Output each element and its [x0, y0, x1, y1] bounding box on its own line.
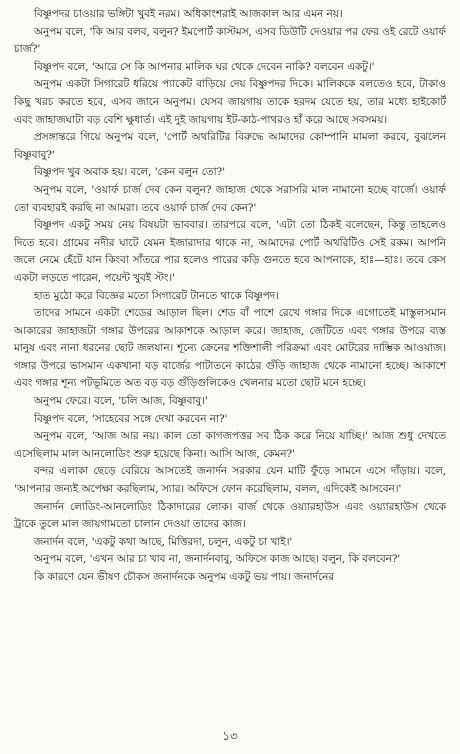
paragraph-6: বিষ্ণুপদ খুব অবাক হয়। বলে, 'কেন বলুন তো?': [34, 166, 226, 179]
paragraph-7: অনুপম বলে, 'ওয়ার্ফ চার্জ দেব কেন বলুন? জাহাজ থেকে সরাসরি মাল নামানো হচ্ছে বার্জে। ওয়ার্ফ তো ব্যবহারই করছি না আমরা। তবে ওয়ার্ফ চার্জ দেব কেন?': [14, 183, 446, 214]
paragraph-16: জনার্দন বলে, 'একটু কথা আছে, মিত্তিরদা, চলুন, একটু চা খাই।': [34, 535, 293, 548]
paragraph-12: বিষ্ণুপদ বলে, 'সাহেবের সঙ্গে দেখা করবেন না?': [34, 412, 228, 425]
paragraph-10: তাদের সামনে একটা শেডের আড়াল ছিল। শেড বাঁ পাশে রেখে গঙ্গার দিকে এগোতেই মাস্তুলসমান আকারের জাহাজটা গঙ্গার উপরের আকাশকে আড়াল করে। জাহাজ, জেটিতে এবং গঙ্গার উপরে ব্যস্ত মানুষ এবং নানা ধরনের ছোট জলযান। শূন্যে ক্রেনের শক্তিশালী পরিক্রমা এবং মোটরের দাম্ভিক আওয়াজ। গঙ্গার উপরে ভাসমান একখানা বড় বার্জের পাটাতনে কাঠের গুঁড়ি জাহাজ থেকে নামানো হচ্ছে। আকাশে এবং গঙ্গার শূন্য পটভূমিতে অত বড় বড় গুঁড়িগুলিকেও খেলনার মতো ছোট মনে হচ্ছে।: [14, 307, 446, 390]
paragraph-8: বিষ্ণুপদ একটু সময় নেয় বিষয়টা ভাববার। তারপরে বলে, 'এটা তো ঠিকই বলেছেন, কিন্তু তাহলেও দিতে হবে। গ্রামের নদীর ঘাটে যেমন ইজারাদার থাকে না, আমাদের পোর্ট অথরিটিও সেই রকম। আপনি জলে নেমে হেঁটে যান কিংবা সাঁতরে পার হলেও পারের কড়ি গুনতে হবে আপনাকে, হাঃ—হাঃ। তবে কেস একটা লড়তে পারেন, পয়েন্ট খুবই স্টং।': [14, 219, 446, 284]
paragraph-17: অনুপম বলে, 'এখন আর চা খাব না, জনার্দনবাবু, অফিসে কাজ আছে। বলুন, কি বলবেন?': [34, 553, 401, 566]
page-number: ১৩: [222, 729, 238, 743]
paragraph-14: বন্দর এলাকা ছেড়ে বেরিয়ে আসতেই জনার্দন সরকার যেন মাটি ফুঁড়ে সামনে এসে দাঁড়ায়। বলে, 'আপনার জন্যই অপেক্ষা করছিলাম, স্যার। অফিসে ফোন করেছিলাম, বলল, এদিকেই আসবেন।': [14, 465, 446, 496]
paragraph-1: বিষ্ণুপদর চাওয়ার ভঙ্গিটা খুবই নরম। অধিকাংশরাই আজকাল আর এমন নয়।: [34, 8, 343, 20]
paragraph-11: অনুপম ফেরে। বলে, 'চলি আজ, বিষ্ণুবাবু।': [34, 395, 208, 408]
paragraph-4: অনুপম একটা সিগারেট ধরিয়ে প্যাকেট বাড়িয়ে দেয় বিষ্ণুপদর দিকে। মালিককে বলতেও হবে, টাকাও কিছু খরচ করতে হবে, এসব জানে অনুপম। যেসব জায়গায় তাকে হরদম যেতে হয়, তার মধ্যে হাইকোর্ট এবং জাহাজঘাটা বড় বেশি ক্ষুধার্ত। এই দুই জায়গায় ইট-কাঠ-পাথরও হাঁ করে আছে সবসময়।: [14, 78, 446, 126]
paragraph-9: হাত মুঠো করে বিজ্ঞের মতো সিগারেট টানতে থাকে বিষ্ণুপদ।: [34, 289, 279, 302]
paragraph-13: অনুপম বলে, 'আজ আর নয়। কাল তো কাগজপত্তর সব ঠিক করে নিয়ে যাচ্ছি।' আজ শুধু দেখতে এসেছিলাম মাল আনলোডিং শুরু হয়েছে কিনা। আসি আজ, কেমন?': [14, 430, 446, 460]
paragraph-5: প্রসঙ্গান্তরে গিয়ে অনুপম বলে, 'পোর্ট অথরিটির বিরুদ্ধে আমাদের কোম্পানি মামলা করবে, বুঝলেন বিষ্ণুবাবু?': [14, 131, 446, 161]
body-text: [14, 6, 446, 587]
paragraph-18: কি কারণে যেন ভীষণ চৌকস জনার্দনকে অনুপম একটু ভয় পায়। জনার্দনের: [34, 571, 335, 583]
paragraph-15: জনার্দন লোডিং-আনলোডিং ঠিকাদারের লোক। বার্জ থেকে ওয়্যারহাউস এবং ওয়্যারহাউস থেকে ট্রাকে তুলে মাল জায়গামতো চালান দেওয়া তাদের কাজ।: [14, 500, 446, 531]
paragraph-3: বিষ্ণুপদ বলে, 'আরে সে কি আপনার মালিক ঘর থেকে দেবেন নাকি? বলবেন একটু।': [34, 60, 375, 73]
paragraph-2: অনুপম বলে, 'কি আর বলব, বলুন? ইমপোর্ট কাস্টমস, এসব ডিউটি দেওয়ার পর ফের ওই রেটে ওয়ার্ফ চার্জ?': [14, 25, 446, 56]
